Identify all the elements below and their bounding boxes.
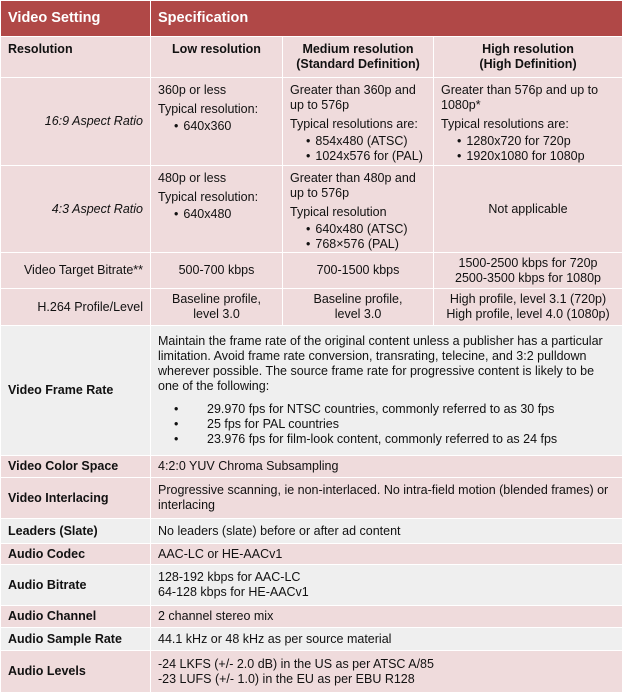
cell-text: Typical resolution: xyxy=(158,102,259,116)
frame-rate-label: Video Frame Rate xyxy=(1,326,151,456)
cell-text: High profile, level 4.0 (1080p) xyxy=(446,307,610,321)
row-label: Audio Channel xyxy=(1,606,151,628)
cell-text: Greater than 576p and up to 1080p* xyxy=(441,83,599,112)
header-row xyxy=(1,1,623,37)
row-value: 44.1 kHz or 48 kHz as per source material xyxy=(151,628,623,651)
row-value: AAC-LC or HE-AACv1 xyxy=(151,544,623,565)
list-item: • 1024x576 for (PAL) xyxy=(306,149,426,164)
row-label: Audio Sample Rate xyxy=(1,628,151,651)
row-value: 2 channel stereo mix xyxy=(151,606,623,628)
cell-text: -24 LKFS (+/- 2.0 dB) in the US as per ATSC A/85 xyxy=(158,656,434,671)
bitrate-low: 500-700 kbps xyxy=(151,253,283,289)
medium-resolution-title: Medium resolution xyxy=(302,42,414,56)
bullet-list xyxy=(158,207,275,222)
leaders-row xyxy=(1,519,623,544)
row-label: Audio Codec xyxy=(1,544,151,565)
aspect-16-9-medium xyxy=(283,78,434,166)
header-video-setting: Video Setting xyxy=(1,1,151,37)
row-label: Video Interlacing xyxy=(1,478,151,519)
frame-rate-row xyxy=(1,326,623,456)
cell-text: level 3.0 xyxy=(193,307,240,321)
aspect-4-3-medium xyxy=(283,166,434,253)
cell-text: 360p or less xyxy=(158,83,227,97)
interlacing-row xyxy=(1,478,623,519)
cell-text: 2500-3500 kbps for 1080p xyxy=(455,270,601,285)
audio-channel-row xyxy=(1,606,623,628)
row-label: Audio Levels xyxy=(1,651,151,693)
cell-text: 64-128 kbps for HE-AACv1 xyxy=(158,585,309,599)
aspect-4-3-high: Not applicable xyxy=(434,166,623,253)
cell-text: level 3.0 xyxy=(334,307,382,321)
aspect-4-3-label: 4:3 Aspect Ratio xyxy=(1,166,151,253)
row-value: Progressive scanning, ie non-interlaced. No intra-field motion (blended frames) or interlacing xyxy=(151,478,623,519)
audio-levels-row xyxy=(1,651,623,693)
aspect-4-3-low xyxy=(151,166,283,253)
cell-text: Typical resolution: xyxy=(158,190,259,204)
row-value: 4:2:0 YUV Chroma Subsampling xyxy=(151,456,623,478)
row-value xyxy=(151,651,623,693)
row-value: No leaders (slate) before or after ad content xyxy=(151,519,623,544)
medium-resolution-subtitle: (Standard Definition) xyxy=(296,57,420,71)
bullet-list xyxy=(290,222,426,252)
resolution-row xyxy=(1,37,623,78)
list-item: • 854x480 (ATSC) xyxy=(306,134,426,149)
cell-text: -23 LUFS (+/- 1.0) in the EU as per EBU R128 xyxy=(158,671,415,686)
cell-text: High profile, level 3.1 (720p) xyxy=(449,292,607,306)
cell-text: 128-192 kbps for AAC-LC xyxy=(158,570,301,584)
list-item: • 640x480 xyxy=(174,207,275,222)
list-item: • 768×576 (PAL) xyxy=(306,237,426,252)
color-space-row xyxy=(1,456,623,478)
resolution-label: Resolution xyxy=(1,37,151,78)
list-item: • 1280x720 for 720p xyxy=(457,134,615,149)
list-item: • 29.970 fps for NTSC countries, commonly referred to as 30 fps xyxy=(174,402,615,417)
cell-text: Baseline profile, xyxy=(313,292,403,306)
frame-rate-list xyxy=(174,402,615,447)
audio-sample-rate-row xyxy=(1,628,623,651)
cell-text: Greater than 360p and up to 576p xyxy=(290,83,416,112)
cell-text: Typical resolution xyxy=(290,205,387,219)
list-item: • 23.976 fps for film-look content, commonly referred to as 24 fps xyxy=(174,432,615,447)
bitrate-medium: 700-1500 kbps xyxy=(283,253,434,289)
list-item: • 640x360 xyxy=(174,119,275,134)
list-item: • 1920x1080 for 1080p xyxy=(457,149,615,164)
bitrate-label: Video Target Bitrate** xyxy=(1,253,151,289)
list-item: • 25 fps for PAL countries xyxy=(174,417,615,432)
profile-row xyxy=(1,289,623,326)
high-resolution-subtitle: (High Definition) xyxy=(479,57,577,71)
high-resolution-heading xyxy=(434,37,623,78)
aspect-16-9-row xyxy=(1,78,623,166)
cell-text: 1500-2500 kbps for 720p xyxy=(458,255,598,270)
aspect-16-9-high xyxy=(434,78,623,166)
profile-low xyxy=(151,289,283,326)
cell-text: Greater than 480p and up to 576p xyxy=(290,171,416,200)
bullet-list xyxy=(290,134,426,164)
header-specification: Specification xyxy=(151,1,623,37)
audio-codec-row xyxy=(1,544,623,565)
cell-text: 480p or less xyxy=(158,171,227,185)
cell-text: Typical resolutions are: xyxy=(290,117,418,131)
list-item: • 640x480 (ATSC) xyxy=(306,222,426,237)
row-label: Audio Bitrate xyxy=(1,565,151,606)
cell-text: Typical resolutions are: xyxy=(441,117,569,131)
bullet-list xyxy=(158,119,275,134)
frame-rate-description: Maintain the frame rate of the original content unless a publisher has a particular limitation. Avoid frame rate conversion, transrating, telecine, and 3:2 pulldown wherever possible. The source frame rate for progressive content is likely to be one of the following: xyxy=(158,334,603,393)
row-value xyxy=(151,565,623,606)
audio-bitrate-row xyxy=(1,565,623,606)
cell-text: Baseline profile, xyxy=(172,292,261,306)
profile-medium xyxy=(283,289,434,326)
row-label: Leaders (Slate) xyxy=(1,519,151,544)
high-resolution-title: High resolution xyxy=(482,42,574,56)
medium-resolution-heading xyxy=(283,37,434,78)
aspect-16-9-low xyxy=(151,78,283,166)
profile-label: H.264 Profile/Level xyxy=(1,289,151,326)
row-label: Video Color Space xyxy=(1,456,151,478)
bullet-list xyxy=(441,134,615,164)
aspect-4-3-row xyxy=(1,166,623,253)
low-resolution-heading: Low resolution xyxy=(151,37,283,78)
bitrate-row xyxy=(1,253,623,289)
profile-high xyxy=(434,289,623,326)
aspect-16-9-label: 16:9 Aspect Ratio xyxy=(1,78,151,166)
frame-rate-value xyxy=(151,326,623,456)
bitrate-high xyxy=(434,253,623,289)
